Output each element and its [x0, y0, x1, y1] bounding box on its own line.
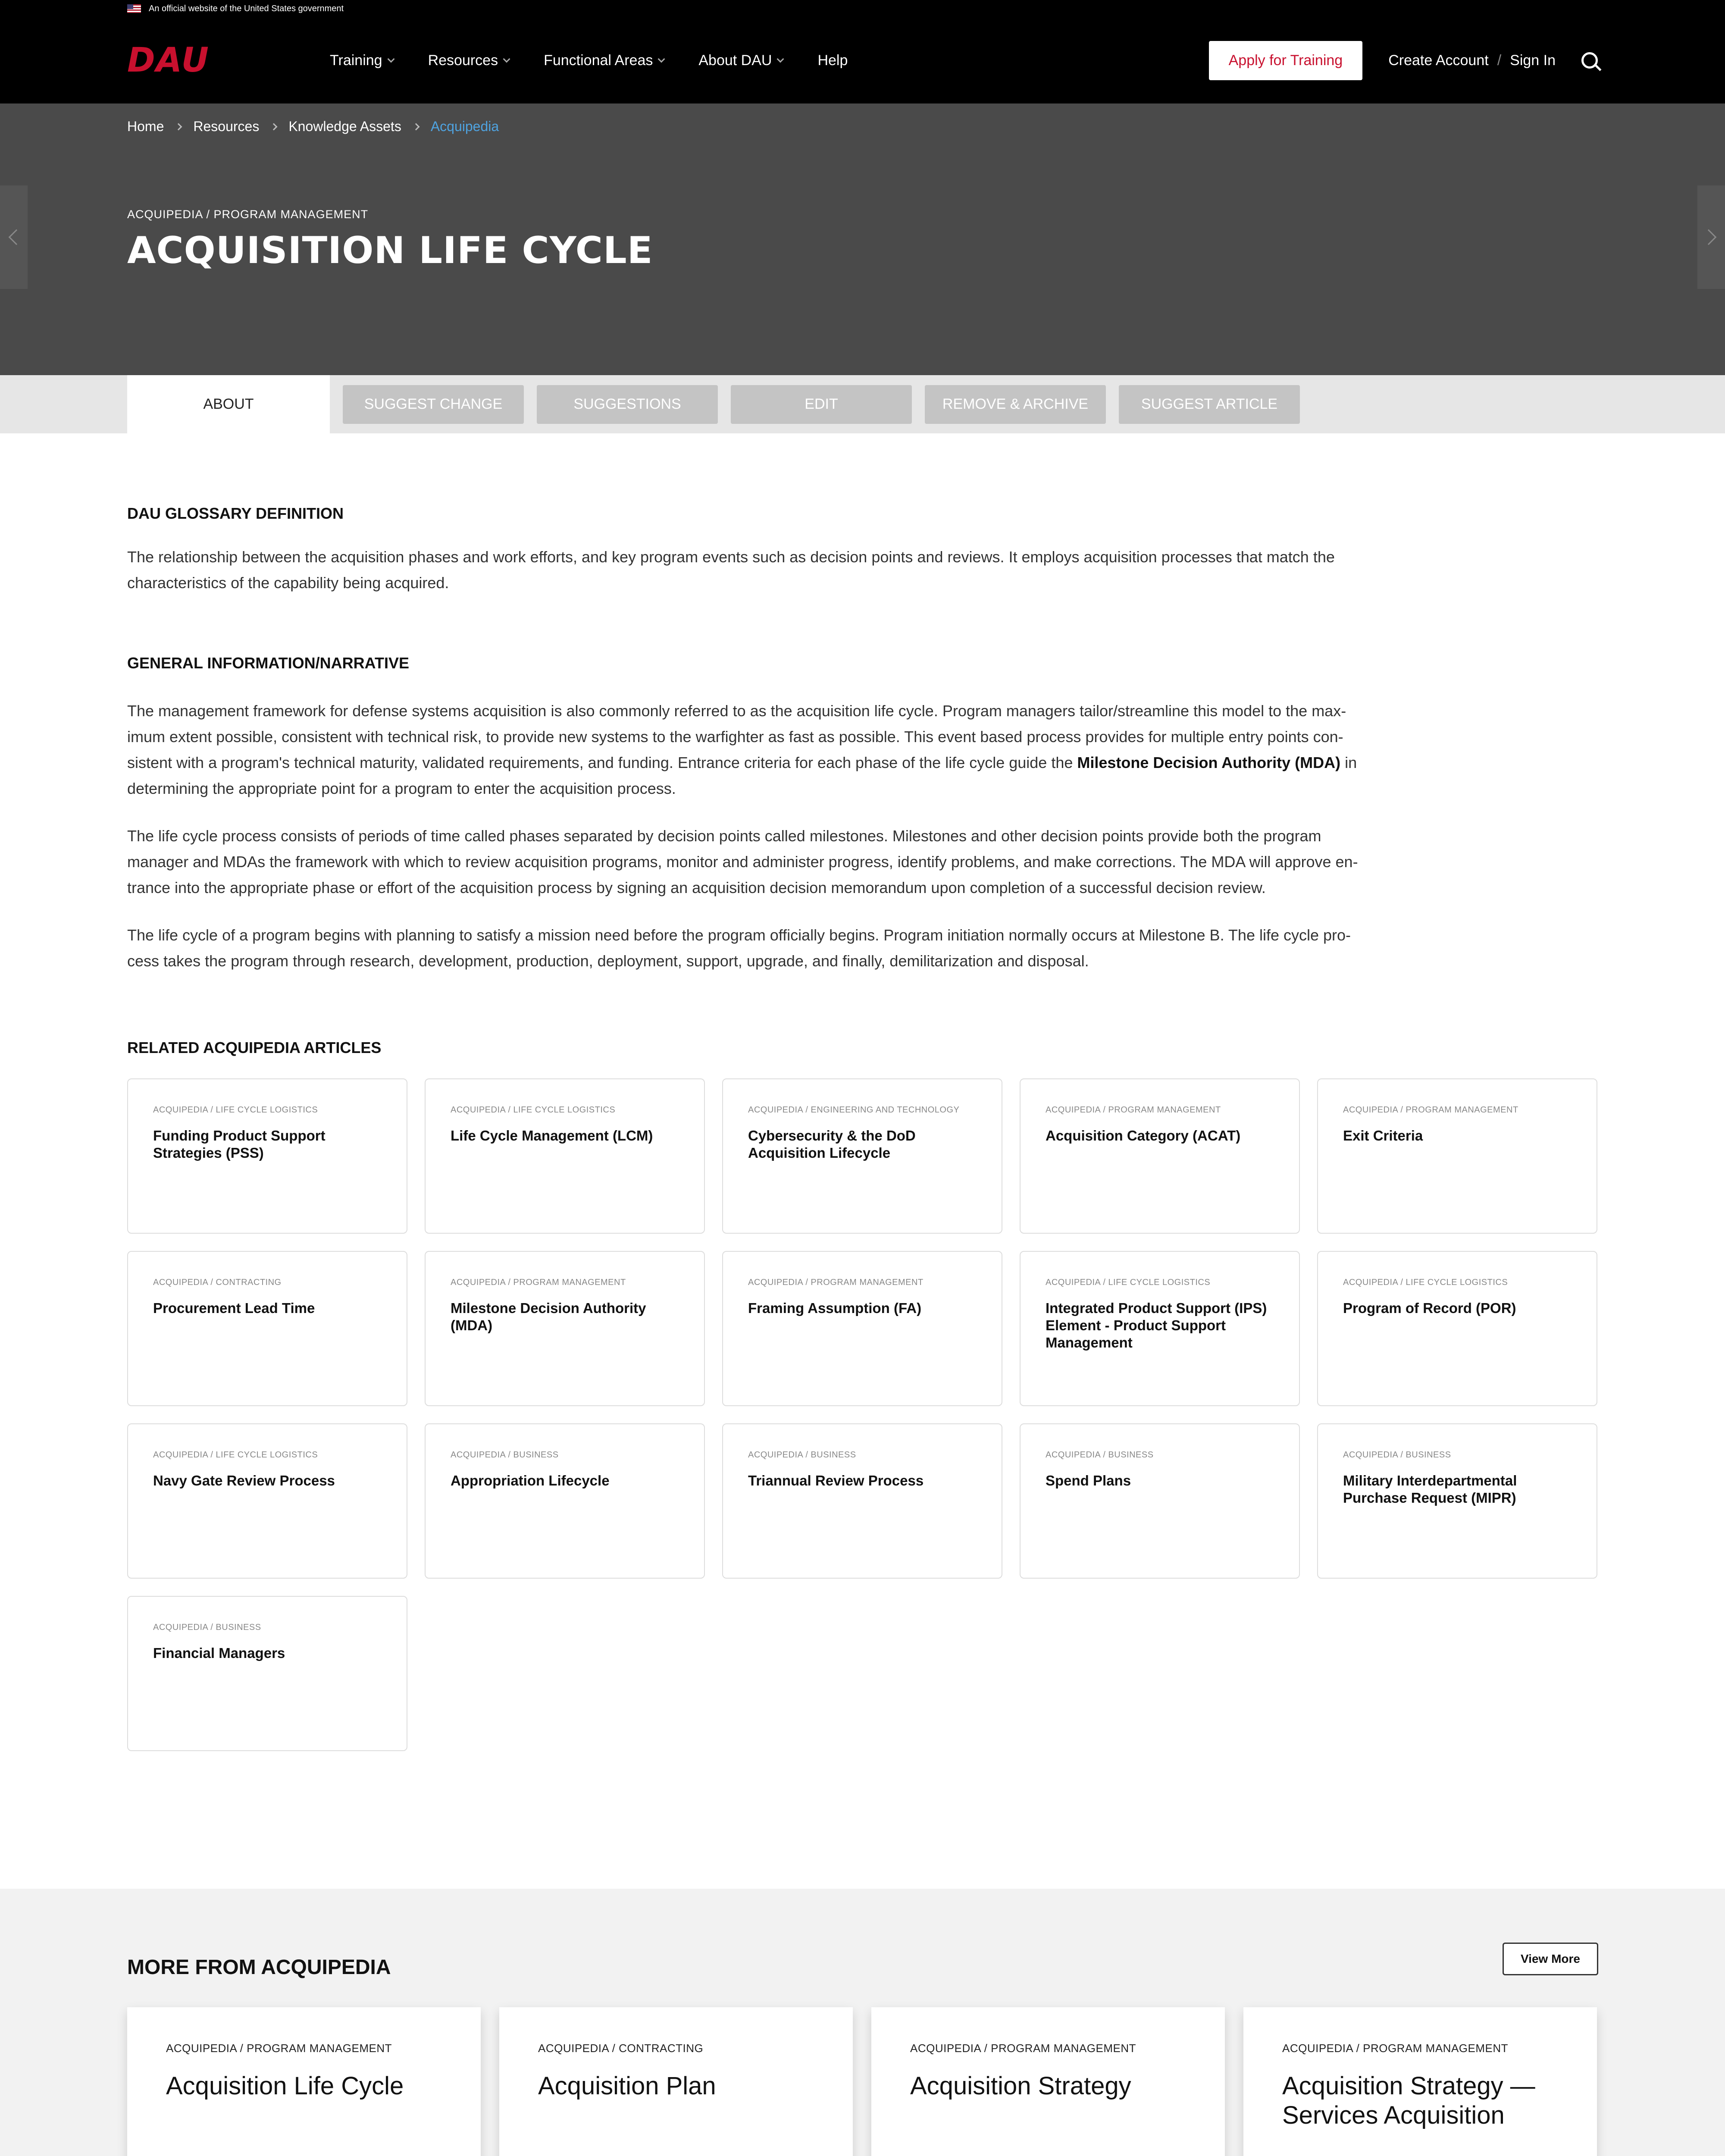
- nav-functional-areas[interactable]: [544, 52, 664, 69]
- card-category: ACQUIPEDIA / CONTRACTING: [153, 1278, 282, 1287]
- text-line: determining the appropriate point for a program to enter the acquisition process.: [127, 780, 676, 797]
- breadcrumb-knowledge-assets[interactable]: Knowledge Assets: [288, 119, 401, 134]
- more-card-category: ACQUIPEDIA / PROGRAM MANAGEMENT: [166, 2042, 392, 2055]
- more-card[interactable]: [871, 2007, 1225, 2156]
- suggestions-button[interactable]: SUGGESTIONS: [537, 385, 718, 424]
- top-navigation: [0, 17, 1725, 103]
- more-card[interactable]: [499, 2007, 853, 2156]
- narrative-paragraph-3: [127, 922, 1598, 974]
- card-title: Acquisition Category (ACAT): [1046, 1128, 1241, 1144]
- card-title: Financial Managers: [153, 1645, 285, 1661]
- article-content: [0, 505, 1725, 1751]
- card-category: ACQUIPEDIA / ENGINEERING AND TECHNOLOGY: [748, 1105, 960, 1115]
- text-line: manager and MDAs the framework with which to review acquisition programs, monitor and administer progress, identify problems, and make corrections. The MDA will approve en-: [127, 853, 1358, 871]
- chevron-right-icon: [1701, 229, 1717, 245]
- next-arrow-button[interactable]: [1697, 185, 1725, 289]
- related-article-card[interactable]: [1020, 1423, 1300, 1579]
- chevron-down-icon: [387, 56, 394, 63]
- more-card-title: Acquisition Plan: [538, 2072, 716, 2100]
- nav-label: Help: [817, 52, 848, 69]
- related-article-card[interactable]: [127, 1423, 407, 1579]
- text-line: The relationship between the acquisition phases and work efforts, and key program events such as decision points and reviews. It employs acquisition processes that match the: [127, 548, 1335, 566]
- chevron-right-icon: [175, 123, 182, 130]
- card-title: Military Interdepartmental Purchase Request (MIPR): [1343, 1473, 1517, 1506]
- card-category: ACQUIPEDIA / BUSINESS: [451, 1450, 559, 1460]
- related-article-card[interactable]: [1317, 1078, 1597, 1234]
- chevron-left-icon: [9, 229, 25, 245]
- dau-logo[interactable]: DAU: [127, 41, 210, 80]
- glossary-definition: [127, 544, 1598, 596]
- related-article-card[interactable]: [1317, 1251, 1597, 1406]
- hero-banner: [0, 103, 1725, 375]
- related-articles-grid: [127, 1078, 1597, 1751]
- card-category: ACQUIPEDIA / BUSINESS: [1343, 1450, 1451, 1460]
- card-title: Integrated Product Support (IPS) Element - Product Support Management: [1046, 1300, 1267, 1351]
- card-title: Navy Gate Review Process: [153, 1473, 335, 1489]
- suggest-change-button[interactable]: SUGGEST CHANGE: [343, 385, 524, 424]
- article-tabs: [0, 375, 1725, 433]
- nav-actions: [1209, 41, 1598, 80]
- text-line: The management framework for defense systems acquisition is also commonly referred to as the acquisition life cycle. Program managers tailor/streamline this model to the max-: [127, 702, 1346, 720]
- related-article-card[interactable]: [1317, 1423, 1597, 1579]
- nav-label: Resources: [428, 52, 498, 69]
- chevron-right-icon: [270, 123, 278, 130]
- narrative-paragraph-1: [127, 698, 1598, 802]
- nav-training[interactable]: [330, 52, 394, 69]
- main-nav: [330, 52, 1209, 69]
- card-category: ACQUIPEDIA / LIFE CYCLE LOGISTICS: [451, 1105, 616, 1115]
- more-card-category: ACQUIPEDIA / CONTRACTING: [538, 2042, 704, 2055]
- card-category: ACQUIPEDIA / BUSINESS: [153, 1623, 261, 1632]
- gov-banner-text: An official website of the United States government: [149, 3, 344, 13]
- card-title: Milestone Decision Authority (MDA): [451, 1300, 646, 1333]
- nav-resources[interactable]: [428, 52, 510, 69]
- narrative-paragraph-2: [127, 823, 1598, 901]
- us-flag-icon: [127, 4, 141, 13]
- more-heading: MORE FROM ACQUIPEDIA: [127, 1956, 391, 1979]
- suggest-article-tab-button[interactable]: SUGGEST ARTICLE: [1119, 385, 1300, 424]
- related-article-card[interactable]: [425, 1078, 705, 1234]
- text-line: trance into the appropriate phase or effort of the acquisition process by signing an acquisition decision memorandum upon completion of a successful decision review.: [127, 879, 1266, 896]
- more-from-acquipedia-section: [0, 1889, 1725, 2156]
- card-category: ACQUIPEDIA / BUSINESS: [1046, 1450, 1154, 1460]
- more-card[interactable]: [1243, 2007, 1597, 2156]
- chevron-down-icon: [503, 56, 510, 63]
- nav-label: Functional Areas: [544, 52, 653, 69]
- edit-button[interactable]: EDIT: [731, 385, 912, 424]
- more-card[interactable]: [127, 2007, 481, 2156]
- nav-about-dau[interactable]: [698, 52, 783, 69]
- more-card-title: Acquisition Strategy — Services Acquisition: [1282, 2072, 1535, 2129]
- related-article-card[interactable]: [127, 1596, 407, 1751]
- card-category: ACQUIPEDIA / LIFE CYCLE LOGISTICS: [1046, 1278, 1211, 1287]
- text-line: cess takes the program through research, development, production, deployment, support, upgrade, and finally, demilitarization and disposal.: [127, 952, 1089, 970]
- card-title: Triannual Review Process: [748, 1473, 924, 1489]
- narrative-heading: GENERAL INFORMATION/NARRATIVE: [127, 654, 409, 672]
- card-title: Exit Criteria: [1343, 1128, 1423, 1144]
- related-article-card[interactable]: [1020, 1078, 1300, 1234]
- card-category: ACQUIPEDIA / PROGRAM MANAGEMENT: [1343, 1105, 1518, 1115]
- card-category: ACQUIPEDIA / LIFE CYCLE LOGISTICS: [153, 1450, 318, 1460]
- card-title: Appropriation Lifecycle: [451, 1473, 610, 1489]
- more-card-title: Acquisition Life Cycle: [166, 2072, 404, 2100]
- create-account-link[interactable]: Create Account: [1388, 52, 1489, 69]
- card-title: Cybersecurity & the DoD Acquisition Lifecycle: [748, 1128, 916, 1161]
- breadcrumb-resources[interactable]: Resources: [193, 119, 260, 134]
- glossary-heading: DAU GLOSSARY DEFINITION: [127, 505, 344, 522]
- card-category: ACQUIPEDIA / LIFE CYCLE LOGISTICS: [1343, 1278, 1508, 1287]
- card-title: Life Cycle Management (LCM): [451, 1128, 653, 1144]
- card-title: Procurement Lead Time: [153, 1300, 315, 1316]
- more-card-category: ACQUIPEDIA / PROGRAM MANAGEMENT: [1282, 2042, 1509, 2055]
- text-line: [127, 750, 1598, 776]
- related-article-card[interactable]: [425, 1423, 705, 1579]
- card-category: ACQUIPEDIA / PROGRAM MANAGEMENT: [748, 1278, 924, 1287]
- card-title: Framing Assumption (FA): [748, 1300, 922, 1316]
- line-fragment: sistent with a program's technical maturity, validated requirements, and funding. Entrance criteria for each phase of the life cycle guide the: [127, 754, 1073, 771]
- card-category: ACQUIPEDIA / LIFE CYCLE LOGISTICS: [153, 1105, 318, 1115]
- more-card-title: Acquisition Strategy: [910, 2072, 1131, 2100]
- card-title: Spend Plans: [1046, 1473, 1131, 1489]
- nav-label: About DAU: [698, 52, 772, 69]
- line-fragment: in: [1340, 754, 1357, 771]
- page-title: ACQUISITION LIFE CYCLE: [127, 229, 653, 272]
- chevron-down-icon: [777, 56, 784, 63]
- related-article-card[interactable]: [127, 1251, 407, 1406]
- breadcrumb: [127, 119, 1598, 135]
- card-category: ACQUIPEDIA / BUSINESS: [748, 1450, 856, 1460]
- text-line: characteristics of the capability being acquired.: [127, 574, 449, 592]
- tab-about[interactable]: ABOUT: [127, 375, 330, 433]
- chevron-down-icon: [658, 56, 665, 63]
- text-line: imum extent possible, consistent with technical risk, to provide new systems to the warfighter as fast as possible. This event based process provides for multiple entry points con-: [127, 728, 1343, 746]
- nav-label: Training: [330, 52, 382, 69]
- hero-category: ACQUIPEDIA / PROGRAM MANAGEMENT: [127, 208, 369, 221]
- text-line: The life cycle process consists of periods of time called phases separated by decision points called milestones. Milestones and other decision points provide both the program: [127, 827, 1321, 845]
- related-article-card[interactable]: [425, 1251, 705, 1406]
- account-divider: /: [1497, 52, 1502, 69]
- sign-in-link[interactable]: Sign In: [1510, 52, 1556, 69]
- card-category: ACQUIPEDIA / PROGRAM MANAGEMENT: [451, 1278, 626, 1287]
- remove-archive-button[interactable]: REMOVE & ARCHIVE: [925, 385, 1106, 424]
- previous-arrow-button[interactable]: [0, 185, 28, 289]
- apply-for-training-button[interactable]: Apply for Training: [1209, 41, 1363, 80]
- related-article-card[interactable]: [722, 1078, 1002, 1234]
- related-article-card[interactable]: [127, 1078, 407, 1234]
- card-category: ACQUIPEDIA / PROGRAM MANAGEMENT: [1046, 1105, 1221, 1115]
- view-more-button[interactable]: View More: [1503, 1943, 1598, 1975]
- related-heading: RELATED ACQUIPEDIA ARTICLES: [127, 1039, 382, 1056]
- text-line: The life cycle of a program begins with planning to satisfy a mission need before the program officially begins. Program initiation normally occurs at Milestone B. The life cycle pro-: [127, 926, 1351, 944]
- related-article-card[interactable]: [722, 1423, 1002, 1579]
- card-title: Program of Record (POR): [1343, 1300, 1516, 1316]
- nav-help[interactable]: [817, 52, 848, 69]
- chevron-right-icon: [412, 123, 420, 130]
- breadcrumb-home[interactable]: Home: [127, 119, 164, 134]
- card-title: Funding Product Support Strategies (PSS): [153, 1128, 326, 1161]
- mda-term[interactable]: Milestone Decision Authority (MDA): [1077, 754, 1341, 771]
- search-icon[interactable]: [1581, 52, 1598, 69]
- breadcrumb-acquipedia[interactable]: Acquipedia: [430, 119, 499, 134]
- related-article-card[interactable]: [722, 1251, 1002, 1406]
- related-article-card[interactable]: [1020, 1251, 1300, 1406]
- more-card-category: ACQUIPEDIA / PROGRAM MANAGEMENT: [910, 2042, 1136, 2055]
- gov-banner: [0, 0, 1725, 17]
